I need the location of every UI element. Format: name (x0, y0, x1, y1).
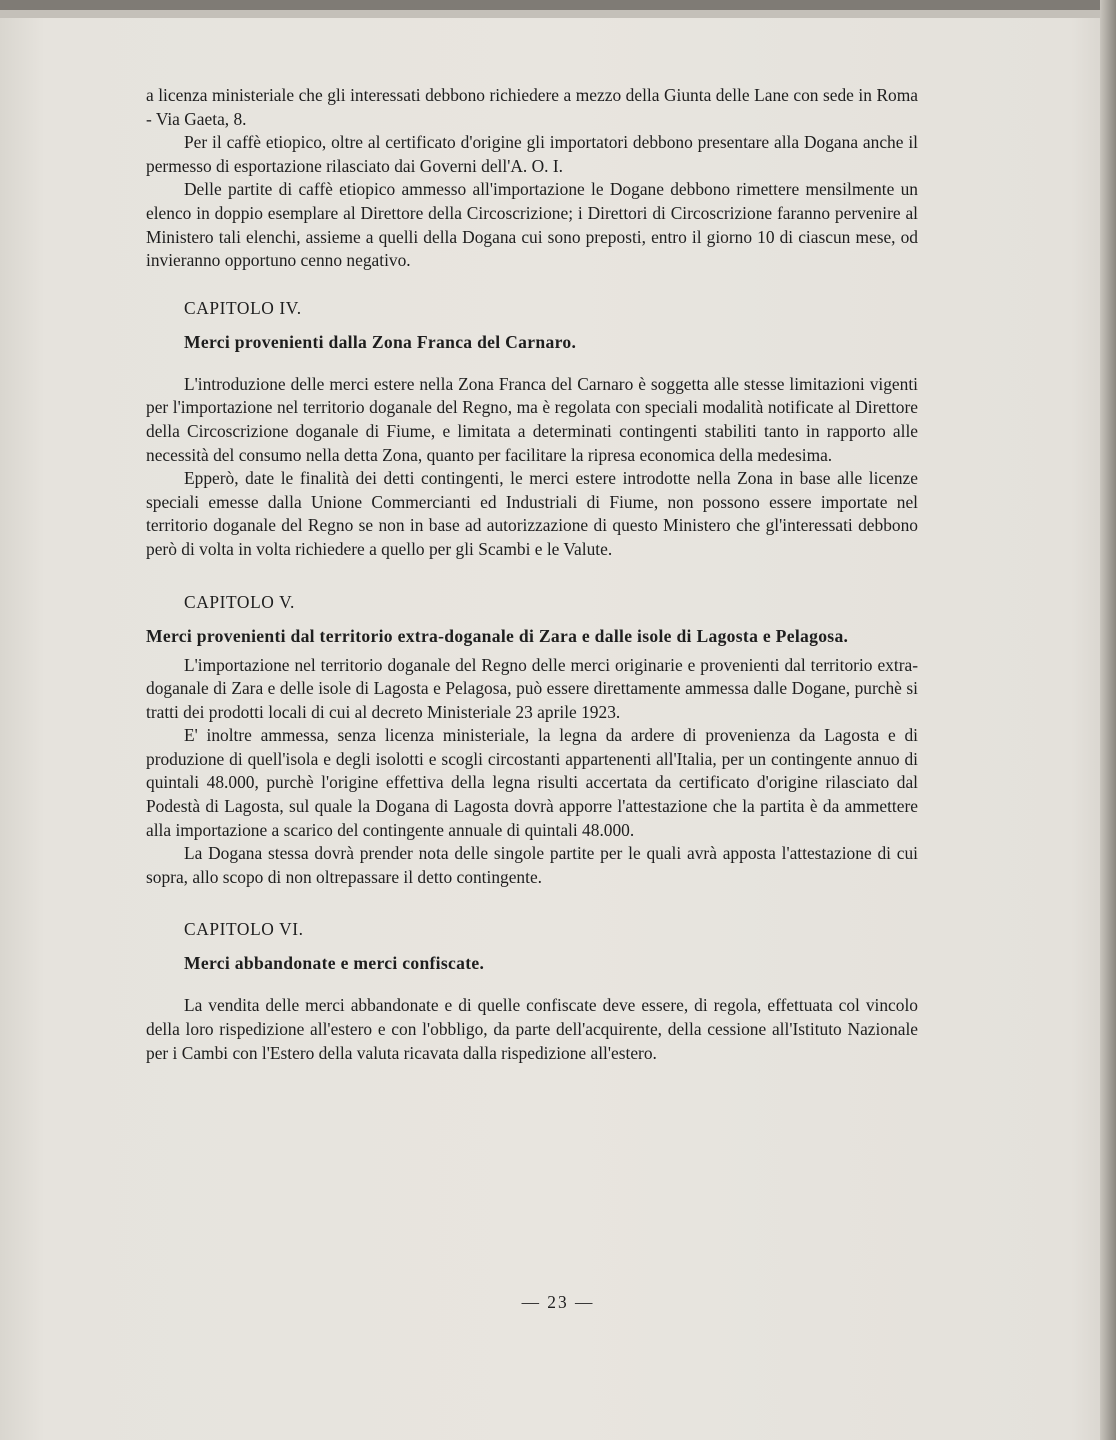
chapter-6-heading: CAPITOLO VI. (184, 919, 304, 940)
paragraph-8: La Dogana stessa dovrà prender nota delle singole partite per le quali avrà apposta l'attestazione di cui sopra, allo scopo di non oltrepassare il detto contingente. (146, 843, 918, 887)
scan-top-shadow (0, 10, 1116, 18)
scan-right-edge (1100, 0, 1116, 1440)
body-text (146, 84, 918, 1065)
paragraph-7: E' inoltre ammessa, senza licenza ministeriale, la legna da ardere di provenienza da Lagosta e di produzione di quell'isola e degli isolotti e scogli circostanti appartenenti all'Italia, per un contingente annuo di quintali 48.000, purchè l'origine effettiva della legna risulti accertata da certificato d'origine rilasciato dal Podestà di Lagosta, sul quale la Dogana di Lagosta dovrà apporre l'attestazione che la partita è da ammettere alla importazione a scarico del contingente annuale di quintali 48.000. (146, 725, 918, 840)
paragraph-9: La vendita delle merci abbandonate e di quelle confiscate deve essere, di regola, effettuata col vincolo della loro rispedizione all'estero e con l'obbligo, da parte dell'acquirente, della cessione all'Istituto Nazionale per i Cambi con l'Estero della valuta ricavata dalla rispedizione all'estero. (146, 995, 918, 1063)
paragraph-3: Delle partite di caffè etiopico ammesso all'importazione le Dogane debbono rimettere mensilmente un elenco in doppio esemplare al Direttore della Circoscrizione; i Direttori di Circoscrizione faranno pervenire al Ministero tali elenchi, assieme a quelli della Dogana cui sono preposti, entro il giorno 10 di ciascun mese, od invieranno opportuno cenno negativo. (146, 179, 918, 271)
paragraph-6: L'importazione nel territorio doganale del Regno delle merci originarie e provenienti dal territorio extra-doganale di Zara e delle isole di Lagosta e Pelagosa, può essere direttamente ammessa dalle Dogane, purchè si tratti dei prodotti locali di cui al decreto Ministeriale 23 aprile 1923. (146, 654, 918, 722)
scan-top-edge (0, 0, 1116, 10)
chapter-6-title: Merci abbandonate e merci confiscate. (184, 953, 485, 974)
paragraph-1: a licenza ministeriale che gli interessati debbono richiedere a mezzo della Giunta delle Lane con sede in Roma - Via Gaeta, 8. (146, 85, 918, 129)
paragraph-2: Per il caffè etiopico, oltre al certificato d'origine gli importatori debbono presentare alla Dogana anche il permesso di esportazione rilasciato dai Governi dell'A. O. I. (146, 132, 918, 176)
paragraph-5: Epperò, date le finalità dei detti contingenti, le merci estere introdotte nella Zona in base alle licenze speciali emesse dalla Unione Commercianti ed Industriali di Fiume, non possono essere importate nel territorio doganale del Regno se non in base ad autorizzazione di questo Ministero che gl'interessati debbono però di volta in volta richiedere a quello per gli Scambi e le Valute. (146, 468, 918, 559)
chapter-4-title: Merci provenienti dalla Zona Franca del Carnaro. (184, 331, 577, 352)
chapter-4-heading: CAPITOLO IV. (184, 297, 302, 318)
page-number: — 23 — (521, 1292, 595, 1312)
paragraph-4: L'introduzione delle merci estere nella Zona Franca del Carnaro è soggetta alle stesse limitazioni vigenti per l'importazione nel territorio doganale del Regno, ma è regolata con speciali modalità notificate al Direttore della Circoscrizione doganale di Fiume, e limitata a determinati contingenti stabiliti tanto in rapporto alle necessità del consumo nella detta Zona, quanto per facilitare la ripresa economica della medesima. (146, 373, 918, 465)
chapter-5-heading: CAPITOLO V. (184, 591, 295, 612)
chapter-5-title: Merci provenienti dal territorio extra-doganale di Zara e dalle isole di Lagosta e Pelagosa. (146, 625, 849, 646)
